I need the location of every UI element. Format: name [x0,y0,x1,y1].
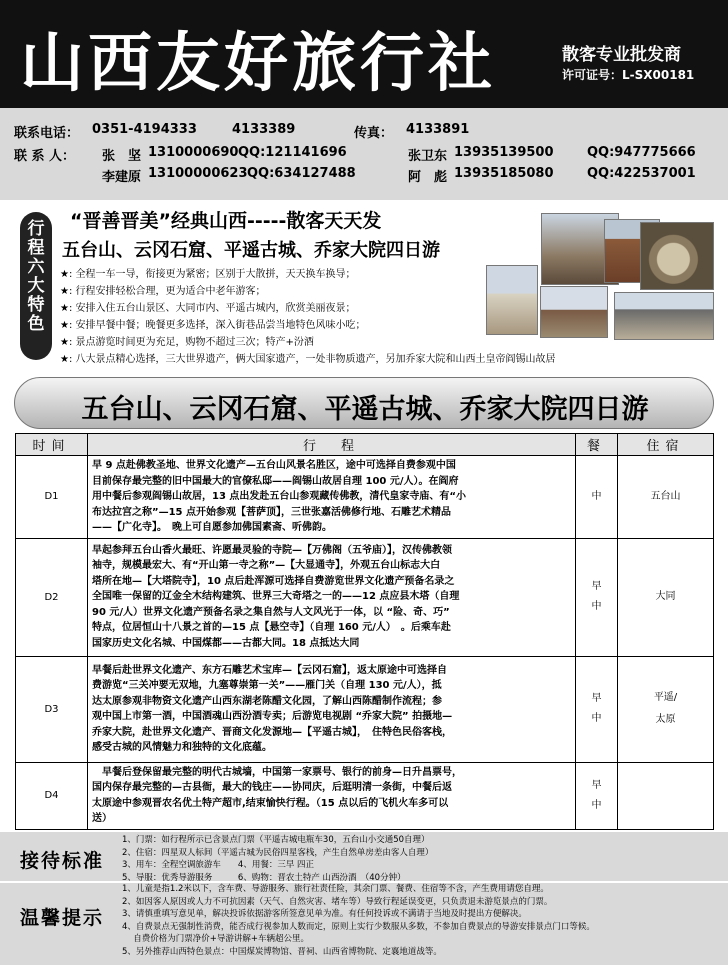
stay-item: 五台山 [650,490,681,502]
meal-cell [576,656,618,762]
tips-label: 温馨提示 [20,907,105,929]
meal-item: 中 [591,601,602,612]
itinerary-line: 乔家大院，赴世界文化遗产、晋商文化发源地—【平遥古城】， 住特色民俗客栈， [92,726,452,738]
scenic-photo [640,222,714,290]
column-header-stay: 住宿 [618,434,714,456]
stay-cell [618,538,714,656]
contact-phone: 13100000623 [148,166,248,181]
column-header-meal: 餐 [576,434,618,456]
contact-phone: 13935185080 [454,166,554,181]
tour-banner-title: 五台山、云冈石窟、平遥古城、乔家大院四日游 [81,394,649,425]
list-item: 5、另外推荐山西特色景点：中国煤炭博物馆、晋祠、山西省博物院、定襄地道战等。 [122,946,442,957]
meal-item: 早 [591,779,602,791]
contact-qq: QQ:121141696 [238,145,347,160]
day-cell: D1 [16,456,88,539]
agency-name: 山西友好旅行社 [20,27,496,101]
day-cell: D2 [16,538,88,656]
list-item: 1、门票：如行程所示已含景点门票（平遥古城电瓶车30，五台山小交通50自理） [122,835,430,845]
list-item: 3、用车：全程空调旅游车 4、用餐：三早 四正 [122,860,315,871]
meal-item: 中 [591,490,602,502]
contact-name: 李建原 [102,170,142,185]
scenic-photo [486,265,538,335]
column-header-day: 时间 [16,434,88,456]
itinerary-line: 送） [92,813,112,824]
itinerary-line: 早餐后登保留最完整的明代古城墙，中国第一家票号、银行的前身—日升昌票号， [92,766,462,778]
people-label: 联 系 人： [14,149,76,164]
feature-item: ★: 八大景点精心选择，三大世界遗产，俩大国家遗产，一处非物质遗产，另加乔家大院和山西土皇帝阎锡山故居 [60,354,556,365]
table-row [16,762,714,829]
contact-qq: QQ:634127488 [247,166,356,181]
list-item: 2、如因客人原因或人力不可抗因素（天气、自然灾害、堵车等）导致行程延误变更，只负责退未游览景点的门票。 [122,896,553,907]
itinerary-line: 国家历史文化名城、中国煤都——古都大同。18 点抵达大同 [92,637,360,649]
reception-standard-list [122,834,433,884]
table-row [16,656,714,762]
fax-number: 4133891 [406,122,470,137]
contact-name: 阿 彪 [408,170,448,185]
tour-banner [14,377,714,429]
itinerary-line: 袖寺，规模最宏大、有“开山第一寺之称”—【大显通寺】，外观五台山标志大白 [92,560,441,572]
itinerary-line: 达太原参观非物资文化遗产山西东湖老陈醋文化园，了解山西陈醋制作流程；参 [92,695,442,707]
list-item: 2、住宿：四星双人标间（平遥古城为民俗四星客栈，产生自然单房差由客人自理） [122,847,434,858]
meal-item: 早 [591,693,602,704]
list-item: 3、请慎重填写意见单，解决投诉依据游客所签意见单为准。有任何投诉或不满请于当地及时提出方便解决。 [122,909,527,920]
contact-panel [0,108,728,200]
feature-item: ★: 行程安排轻松合理，更为适合中老年游客； [60,286,266,297]
license-number: 许可证号：L-SX00181 [562,68,695,82]
itinerary-line: 早起参拜五台山香火最旺、许愿最灵验的寺院—【万佛阁（五爷庙）】，汉传佛教领 [92,544,452,556]
stay-item: 大同 [655,591,676,602]
phone-number: 0351-4194333 [92,122,197,137]
feature-item: ★: 安排入住五台山景区、大同市内、平遥古城内，欣赏美丽夜景； [60,303,356,314]
table-header-row [16,434,714,456]
list-item: 1、儿童是指1.2米以下，含车费、导游服务、旅行社责任险，其余门票、餐费、住宿等不含，产生费用请您自理。 [122,884,549,894]
meal-item: 早 [591,581,602,592]
itinerary-cell [88,762,576,829]
phone-number: 4133389 [232,122,296,137]
itinerary-line: 布达拉宫之称”—15 点开始参观【菩萨顶】，三世张嘉活佛修行地、石雕艺术精品 [92,506,451,518]
feature-item: ★: 安排早餐中餐；晚餐更多选择，深入街巷品尝当地特色风味小吃； [60,320,366,331]
features-badge: 行程六大特色 [20,212,52,360]
stay-cell [618,656,714,762]
itinerary-line: 费游览“三关冲要无双地，九塞尊崇第一关”——雁门关（自理 130 元/人），抵 [92,680,442,691]
itinerary-line: 90 元/人）世界文化遗产预备名录之集自然与人文风光于一体，以 “险、奇、巧” [92,606,450,618]
meal-cell [576,762,618,829]
tagline: 散客专业批发商 [562,45,681,65]
itinerary-cell [88,656,576,762]
meal-cell [576,456,618,539]
list-item: 自费价格为门票净价+导游讲解+车辆超公里。 [122,934,309,945]
stay-item: 太原 [655,714,676,725]
fax-label: 传真： [354,126,394,141]
scenic-photo [540,286,608,338]
itinerary-line: ——【广化寺】。 晚上可自愿参加佛国素斋、听佛韵。 [92,522,332,533]
meal-item: 中 [591,799,602,811]
itinerary-line: 目前保存最完整的旧中国最大的官僚私邸——阎锡山故居自理 100 元/人）。在阎府 [92,475,459,487]
promo-route: 五台山、云冈石窟、平遥古城、乔家大院四日游 [62,240,440,261]
feature-item: ★: 景点游览时间更为充足，购物不超过三次；特产+汾酒 [60,337,314,348]
day-cell: D4 [16,762,88,829]
itinerary-line: 感受古城的风情魅力和独特的文化底蕴。 [92,742,272,753]
contact-qq: QQ:947775666 [587,145,696,160]
column-header-itinerary: 行 程 [88,434,576,456]
itinerary-table [15,433,714,830]
itinerary-cell [88,538,576,656]
table-row [16,538,714,656]
itinerary-line: 早餐后赴世界文化遗产、东方石雕艺术宝库—【云冈石窟】，返太原途中可选择自 [92,664,447,676]
contact-phone: 1310000690 [148,145,239,160]
itinerary-line: 早 9 点赴佛教圣地、世界文化遗产—五台山风景名胜区，途中可选择自费参观中国 [92,460,456,471]
tips-list [122,883,595,959]
itinerary-line: 特点，位居恒山十八景之首的—15 点【悬空寺】（自理 160 元/人） 。后乘车赴 [92,622,451,634]
itinerary-line: 太原途中参观晋农名优土特产超市,结束愉快行程。（15 点以后的飞机火车多可以 [92,797,449,809]
meal-item: 中 [591,713,602,724]
day-cell: D3 [16,656,88,762]
promo-title: “晋善晋美”经典山西-----散客天天发 [70,210,382,232]
contact-phone: 13935139500 [454,145,554,160]
list-item: 5、导服：优秀导游服务 6、购物：晋农土特产 山西汾酒 （40分钟） [122,872,406,883]
scenic-photo [614,292,714,340]
reception-standard-label: 接待标准 [20,850,105,872]
stay-cell [618,456,714,539]
itinerary-line: 国内保存最完整的—古县衙，最大的钱庄——协同庆，后逛明清一条街，中餐后返 [92,782,452,793]
header-bar [0,0,728,108]
contact-qq: QQ:422537001 [587,166,696,181]
list-item: 4、自费景点无强制性消费，能否成行视参加人数而定，原则上实行少数服从多数，不参加自费景点的导游安排景点门口等候。 [122,921,595,932]
itinerary-line: 观中国上市第一酒，中国酒魂山西汾酒专卖；后游览电视剧 “乔家大院” 拍摄地— [92,711,453,722]
table-row [16,456,714,539]
itinerary-cell [88,456,576,539]
features-list [60,266,556,368]
contact-name: 张 坚 [102,149,142,164]
itinerary-line: 塔所在地—【大塔院寺】，10 点后赴浑源可选择自费游览世界文化遗产预备名录之 [92,575,455,587]
phone-label: 联系电话： [14,126,80,141]
meal-cell [576,538,618,656]
stay-item: 平遥/ [653,692,678,703]
contact-name: 张卫东 [408,149,448,164]
itinerary-line: 全国唯一保留的辽金全木结构建筑、世界三大奇塔之一的——12 点应县木塔（自理 [92,591,460,603]
stay-cell [618,762,714,829]
feature-item: ★: 全程一车一导，衔接更为紧密；区别于大散拼，天天换车换导； [60,269,356,280]
itinerary-line: 用中餐后参观阎锡山故居，13 点出发赴五台山参观藏传佛教，清代皇家寺庙、有“小 [92,491,466,502]
